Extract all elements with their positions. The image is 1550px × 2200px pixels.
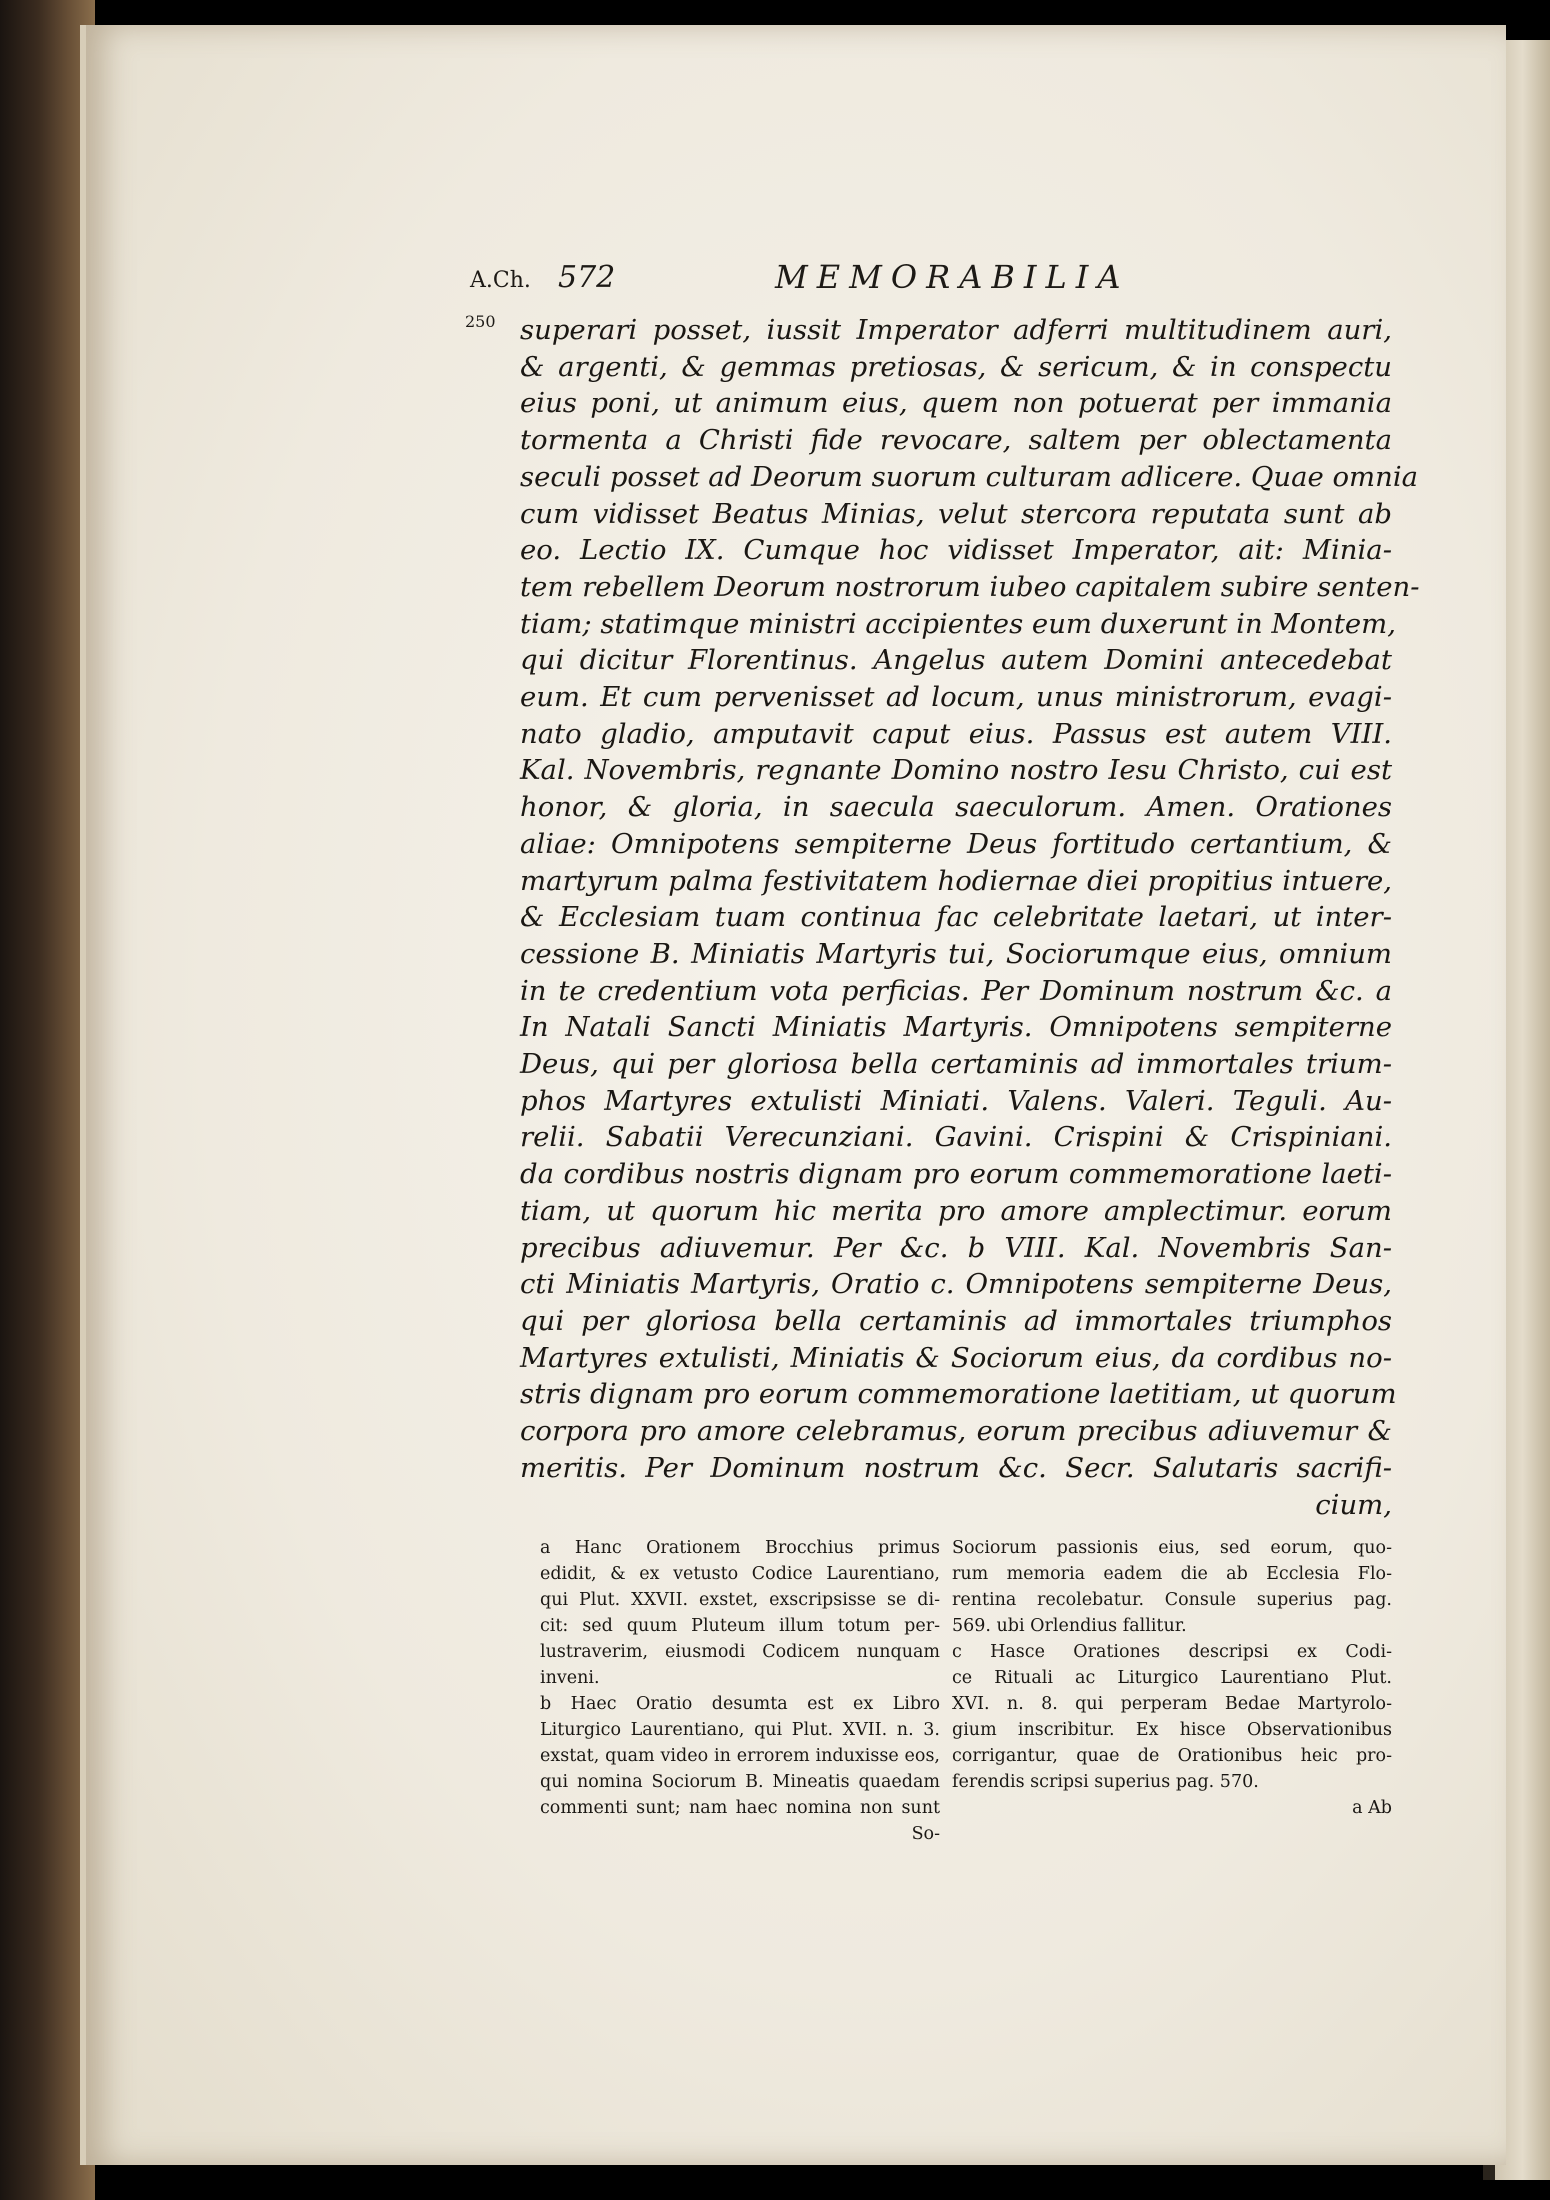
text-line: relii. Sabatii Verecunziani. Gavini. Crispini & Crispiniani. — [520, 1121, 1392, 1154]
text-line: corpora pro amore celebramus, eorum precibus adiuvemur & — [520, 1415, 1392, 1448]
main-text-block — [520, 312, 1420, 1523]
footnote-line: 569. ubi Orlendius fallitur. — [952, 1616, 1187, 1636]
footnote-line: exstat, quam video in errorem induxisse eos, — [540, 1746, 940, 1766]
footnote-line: ferendis scripsi superius pag. 570. — [952, 1772, 1259, 1792]
footnote-line: a Hanc Orationem Brocchius primus — [540, 1538, 940, 1558]
text-line: Deus, qui per gloriosa bella certaminis ad immortales trium- — [520, 1048, 1392, 1081]
text-line: cium, — [1315, 1488, 1392, 1521]
footnote-line: edidit, & ex vetusto Codice Laurentiano, — [540, 1564, 940, 1584]
footnote-line: commenti sunt; nam haec nomina non sunt — [540, 1798, 940, 1818]
footnote-line: c Hasce Orationes descripsi ex Codi- — [952, 1642, 1392, 1662]
text-line: honor, & gloria, in saecula saeculorum. Amen. Orationes — [520, 791, 1392, 824]
footnote-line: lustraverim, eiusmodi Codicem nunquam — [540, 1642, 940, 1662]
text-line: qui dicitur Florentinus. Angelus autem Domini antecedebat — [520, 644, 1392, 677]
footnote-line: Liturgico Laurentiano, qui Plut. XVII. n. 3. — [540, 1720, 940, 1740]
text-line: eum. Et cum pervenisset ad locum, unus ministrorum, evagi- — [520, 681, 1392, 714]
text-line: tem rebellem Deorum nostrorum iubeo capitalem subire senten- — [520, 570, 1420, 603]
text-line: stris dignam pro eorum commemoratione laetitiam, ut quorum — [520, 1378, 1397, 1411]
margin-anno-christi: A.Ch. — [470, 268, 531, 293]
margin-year: 250 — [465, 312, 496, 331]
footnote-line: XVI. n. 8. qui perperam Bedae Martyrolo- — [952, 1694, 1392, 1714]
text-line: tormenta a Christi fide revocare, saltem per oblectamenta — [520, 424, 1392, 457]
text-line: eo. Lectio IX. Cumque hoc vidisset Imperator, ait: Minia- — [520, 534, 1392, 567]
footnotes-right-column — [952, 1535, 1392, 1821]
text-line: da cordibus nostris dignam pro eorum commemoratione laeti- — [520, 1158, 1392, 1191]
text-line: tiam, ut quorum hic merita pro amore amplectimur. eorum — [520, 1194, 1392, 1227]
text-line: tiam; statimque ministri accipientes eum duxerunt in Montem, — [520, 607, 1396, 640]
footnote-catchword: a Ab — [1352, 1798, 1392, 1818]
text-line: & Ecclesiam tuam continua fac celebritate laetari, ut inter- — [520, 901, 1392, 934]
text-line: Kal. Novembris, regnante Domino nostro Iesu Christo, cui est — [520, 754, 1392, 787]
text-line: superari posset, iussit Imperator adferri multitudinem auri, — [520, 314, 1392, 346]
footnote-line: cit: sed quum Pluteum illum totum per- — [540, 1616, 940, 1636]
footnote-line: qui Plut. XXVII. exstet, exscripsisse se di- — [540, 1590, 940, 1610]
footnote-catchword: So- — [911, 1824, 940, 1844]
footnote-line: Sociorum passionis eius, sed eorum, quo- — [952, 1538, 1392, 1558]
text-line: precibus adiuvemur. Per &c. b VIII. Kal. Novembris San- — [520, 1231, 1392, 1264]
text-line: & argenti, & gemmas pretiosas, & sericum, & in conspectu — [520, 350, 1392, 383]
text-line: phos Martyres extulisti Miniati. Valens. Valeri. Teguli. Au- — [520, 1084, 1392, 1117]
text-line: aliae: Omnipotens sempiterne Deus fortitudo certantium, & — [520, 827, 1392, 860]
text-line: In Natali Sancti Miniatis Martyris. Omnipotens sempiterne — [520, 1011, 1392, 1044]
text-line: martyrum palma festivitatem hodiernae diei propitius intuere, — [520, 864, 1392, 897]
footnote-line: qui nomina Sociorum B. Mineatis quaedam — [540, 1772, 940, 1792]
text-line: cti Miniatis Martyris, Oratio c. Omnipotens sempiterne Deus, — [520, 1268, 1392, 1301]
text-line: nato gladio, amputavit caput eius. Passus est autem VIII. — [520, 717, 1392, 750]
text-line: seculi posset ad Deorum suorum culturam adlicere. Quae omnia — [520, 460, 1419, 493]
text-line: cum vidisset Beatus Minias, velut stercora reputata sunt ab — [520, 497, 1392, 530]
footnote-line: inveni. — [540, 1668, 600, 1688]
footnote-line: b Haec Oratio desumta est ex Libro — [540, 1694, 940, 1714]
footnote-line: rum memoria eadem die ab Ecclesia Flo- — [952, 1564, 1392, 1584]
text-line: cessione B. Miniatis Martyris tui, Sociorumque eius, omnium — [520, 937, 1392, 970]
page-number: 572 — [558, 260, 616, 295]
footnote-line: ce Rituali ac Liturgico Laurentiano Plut. — [952, 1668, 1392, 1688]
footnote-line: rentina recolebatur. Consule superius pag. — [952, 1590, 1392, 1610]
text-line: in te credentium vota perficias. Per Dominum nostrum &c. a — [520, 974, 1392, 1007]
running-title: MEMORABILIA — [775, 258, 1130, 296]
text-line: eius poni, ut animum eius, quem non potuerat per immania — [520, 387, 1392, 420]
text-line: meritis. Per Dominum nostrum &c. Secr. Salutaris sacrifi- — [520, 1451, 1392, 1484]
footnote-line: gium inscribitur. Ex hisce Observationibus — [952, 1720, 1392, 1740]
text-line: Martyres extulisti, Miniatis & Sociorum eius, da cordibus no- — [520, 1341, 1392, 1374]
footnote-line: corrigantur, quae de Orationibus heic pro- — [952, 1746, 1392, 1766]
text-line: qui per gloriosa bella certaminis ad immortales triumphos — [520, 1304, 1392, 1337]
footnotes-left-column — [540, 1535, 940, 1847]
